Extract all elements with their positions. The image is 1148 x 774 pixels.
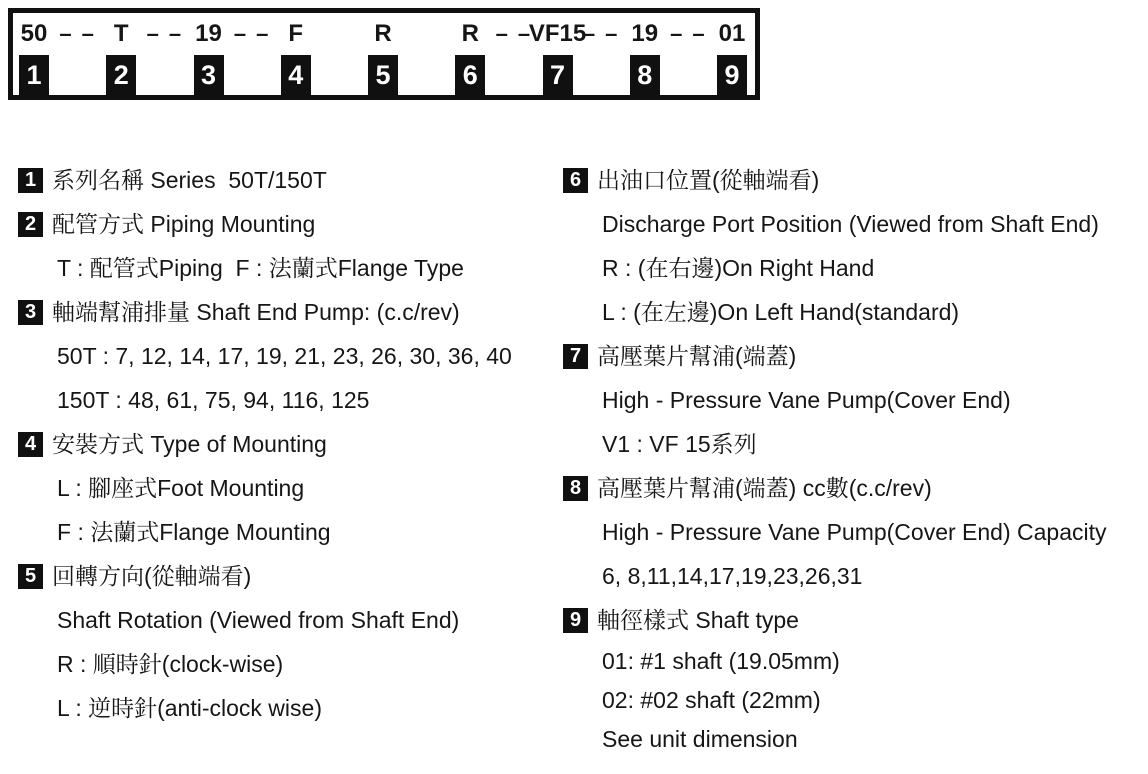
position-number: 9: [717, 55, 747, 95]
legend-column-left: [18, 158, 563, 759]
item-heading: [563, 598, 1148, 642]
code-value: 19: [631, 20, 659, 47]
item-title: 回轉方向(從軸端看): [52, 562, 252, 589]
code-value: VF15: [528, 20, 587, 47]
item-line: L : 逆時針(anti-clock wise): [57, 694, 322, 721]
item-heading: [563, 334, 1148, 378]
item-line: 50T : 7, 12, 14, 17, 19, 21, 23, 26, 30, 36, 40: [57, 342, 512, 369]
model-code-box: [8, 8, 760, 100]
code-value: 19: [195, 20, 222, 47]
legend-item-6: [563, 158, 1148, 334]
item-number-badge: 5: [18, 564, 43, 589]
item-line: 02: #02 shaft (22mm): [602, 687, 821, 714]
code-segment-label: [368, 20, 455, 48]
code-separator: [398, 20, 455, 48]
item-line: 6, 8,11,14,17,19,23,26,31: [602, 562, 863, 589]
item-line: Shaft Rotation (Viewed from Shaft End): [57, 606, 460, 633]
code-value: R: [461, 20, 479, 47]
item-line: See unit dimension: [602, 726, 798, 753]
code-segment: [194, 55, 281, 95]
item-title: 軸徑樣式 Shaft type: [597, 606, 799, 633]
position-number: 1: [19, 55, 49, 95]
item-heading: [18, 290, 563, 334]
item-number-badge: 9: [563, 608, 588, 633]
item-number-badge: 3: [18, 300, 43, 325]
item-heading: [18, 422, 563, 466]
position-number: 6: [455, 55, 485, 95]
segment-gap: [485, 55, 542, 95]
item-title: 軸端幫浦排量 Shaft End Pump: (c.c/rev): [52, 298, 460, 325]
item-line: R : 順時針(clock-wise): [57, 650, 284, 677]
segment-gap: [311, 55, 368, 95]
code-separator: – –: [146, 21, 184, 46]
item-line: F : 法蘭式Flange Mounting: [57, 518, 331, 545]
code-segment: [368, 55, 455, 95]
segment-gap: [573, 55, 630, 95]
code-segment: [106, 55, 193, 95]
item-line: Discharge Port Position (Viewed from Shaft End): [602, 210, 1099, 237]
code-separator: [747, 20, 755, 48]
item-line: R : (在右邊)On Right Hand: [602, 254, 875, 281]
segment-gap: [747, 55, 755, 95]
code-separator: [311, 20, 368, 48]
item-number-badge: 8: [563, 476, 588, 501]
legend-column-right: [563, 158, 1148, 759]
item-heading: [18, 158, 563, 202]
code-value: 01: [718, 20, 746, 47]
legend-item-4: [18, 422, 563, 554]
item-number-badge: 2: [18, 212, 43, 237]
item-heading: [563, 158, 1148, 202]
code-legend: [18, 158, 1148, 759]
code-separator: – –: [495, 21, 533, 46]
item-line: 01: #1 shaft (19.05mm): [602, 648, 840, 675]
code-separator: – –: [233, 21, 271, 46]
item-line: L : 腳座式Foot Mounting: [57, 474, 305, 501]
code-value: 50: [20, 20, 48, 47]
code-segment: [455, 55, 542, 95]
code-segment: [19, 55, 106, 95]
code-segment: [630, 55, 717, 95]
segment-gap: [49, 55, 106, 95]
code-segment-label: [281, 20, 368, 48]
legend-item-5: [18, 554, 563, 730]
code-value: T: [113, 20, 129, 47]
code-value: F: [288, 20, 304, 47]
position-number: 4: [281, 55, 311, 95]
item-number-badge: 1: [18, 168, 43, 193]
segment-gap: [224, 55, 281, 95]
code-segment-label: [106, 20, 193, 48]
item-title: 配管方式 Piping Mounting: [52, 210, 316, 237]
item-title: 安裝方式 Type of Mounting: [52, 430, 327, 457]
item-line: L : (在左邊)On Left Hand(standard): [602, 298, 960, 325]
code-segment-label: [630, 20, 717, 48]
code-segment-label: [19, 20, 106, 48]
segment-gap: [660, 55, 717, 95]
item-title: 高壓葉片幫浦(端蓋) cc數(c.c/rev): [597, 474, 932, 501]
item-number-badge: 6: [563, 168, 588, 193]
item-title: 系列名稱 Series 50T/150T: [52, 166, 327, 193]
position-number: 5: [368, 55, 398, 95]
legend-item-9: [563, 598, 1148, 759]
item-title: 高壓葉片幫浦(端蓋): [597, 342, 797, 369]
legend-item-3: [18, 290, 563, 422]
item-line: 150T : 48, 61, 75, 94, 116, 125: [57, 386, 370, 413]
code-segment-label: [528, 20, 630, 48]
legend-item-7: [563, 334, 1148, 466]
segment-gap: [398, 55, 455, 95]
item-heading: [563, 466, 1148, 510]
code-segment: [543, 55, 630, 95]
item-heading: [18, 554, 563, 598]
item-title: 出油口位置(從軸端看): [597, 166, 820, 193]
code-segment: [717, 55, 755, 95]
item-line: T : 配管式Piping F : 法蘭式Flange Type: [57, 254, 464, 281]
code-value: R: [374, 20, 392, 47]
code-segment-label: [194, 20, 281, 48]
item-line: High - Pressure Vane Pump(Cover End): [602, 386, 1011, 413]
position-number: 8: [630, 55, 660, 95]
legend-item-8: [563, 466, 1148, 598]
item-line: High - Pressure Vane Pump(Cover End) Capacity: [602, 518, 1107, 545]
position-number: 2: [106, 55, 136, 95]
item-number-badge: 7: [563, 344, 588, 369]
legend-item-1: [18, 158, 563, 202]
code-segment: [281, 55, 368, 95]
model-code-labels-row: [13, 13, 755, 55]
code-segment-label: [717, 20, 755, 48]
model-code-number-band: [13, 55, 755, 95]
position-number: 3: [194, 55, 224, 95]
position-number: 7: [543, 55, 573, 95]
code-separator: – –: [670, 21, 707, 46]
code-separator: – –: [582, 21, 620, 46]
item-line: V1 : VF 15系列: [602, 430, 757, 457]
item-heading: [18, 202, 563, 246]
item-number-badge: 4: [18, 432, 43, 457]
legend-item-2: [18, 202, 563, 290]
segment-gap: [136, 55, 193, 95]
code-separator: – –: [59, 21, 96, 46]
